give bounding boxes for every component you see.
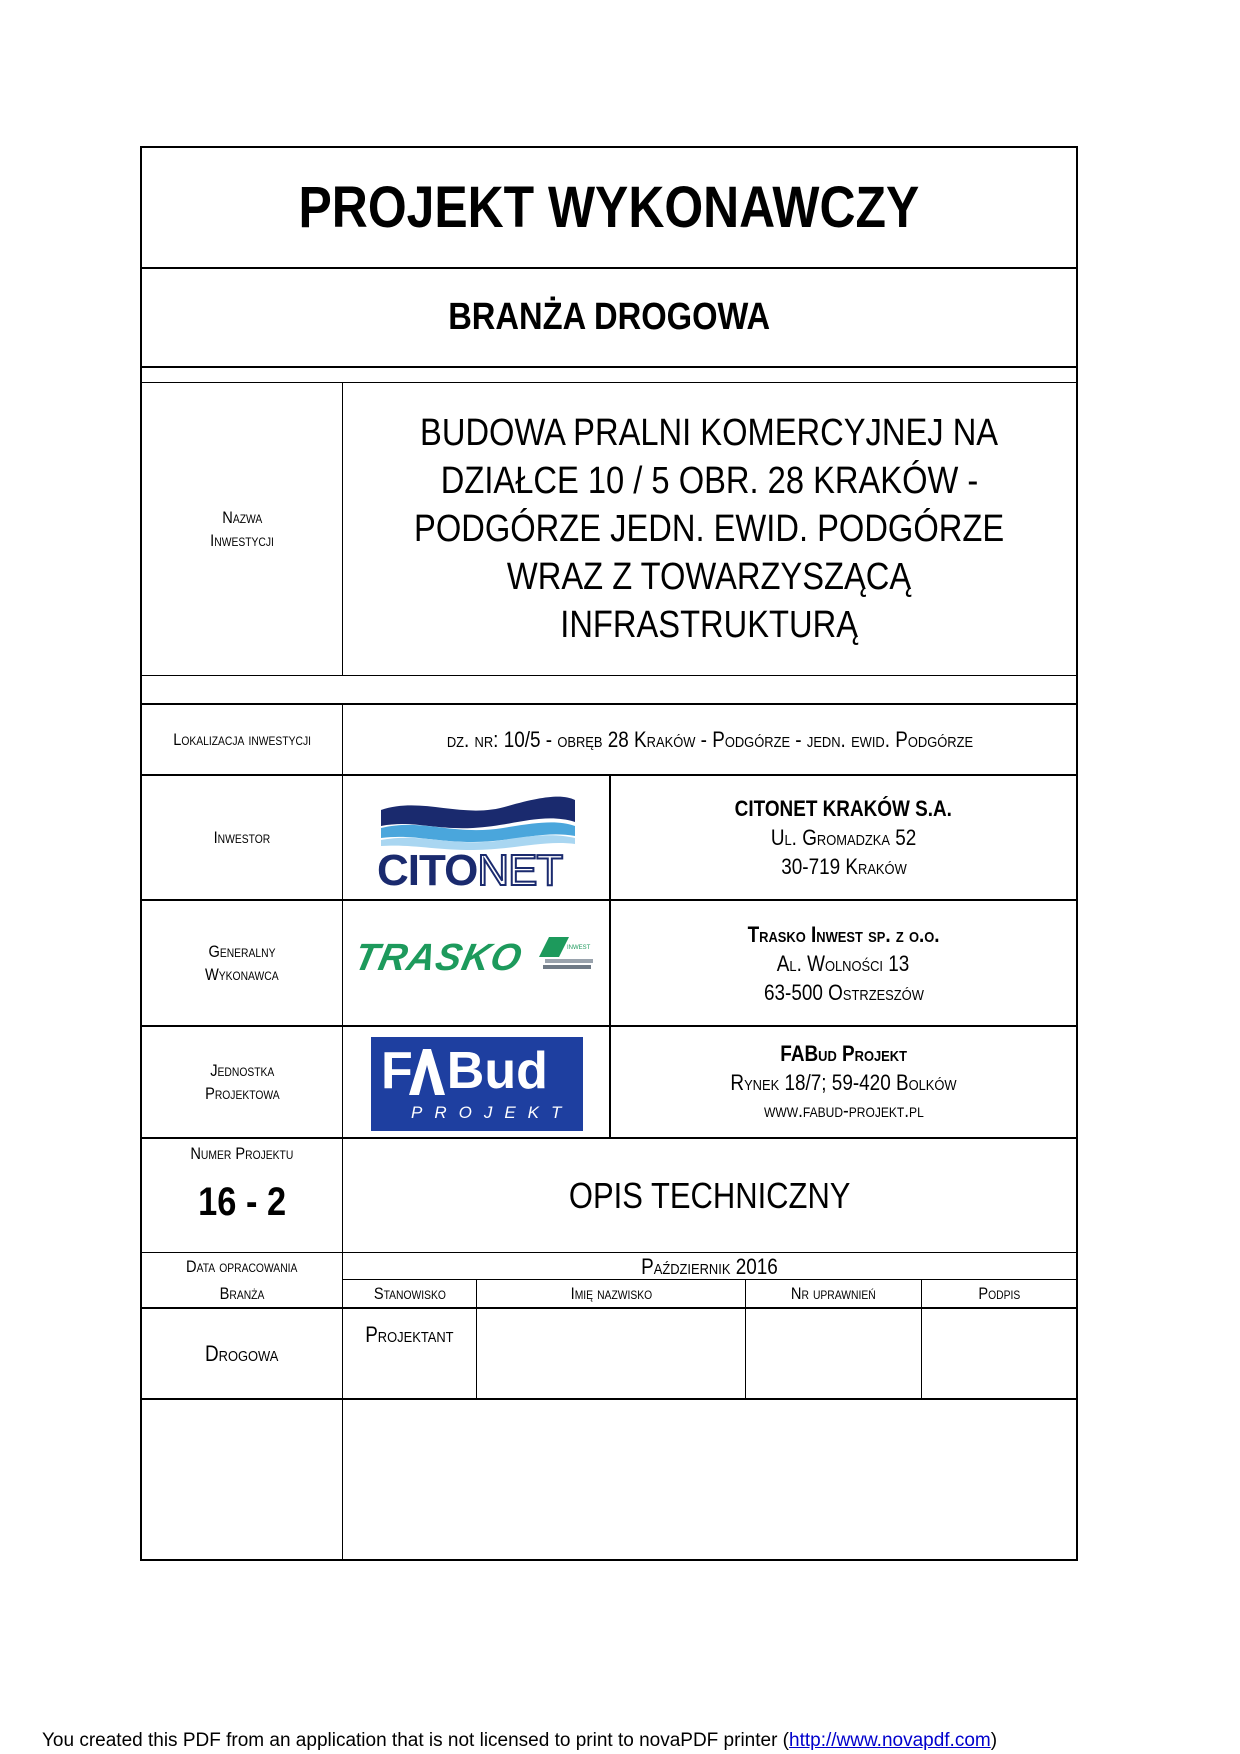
designer-label: Jednostka Projektowa [204, 1061, 280, 1103]
sig-header-branch: Branża [219, 1283, 265, 1303]
sig-branch-value: Drogowa [205, 1340, 279, 1366]
contractor-name: Trasko Inwest sp. z o.o. [747, 921, 940, 947]
sig-header-license: Nr uprawnień [791, 1283, 876, 1303]
fabud-sub: PROJEKT [411, 1103, 574, 1122]
investor-address [611, 776, 1076, 899]
project-type-title: PROJEKT WYKONAWCZY [298, 175, 920, 240]
investor-street: Ul. Gromadzka 52 [770, 825, 917, 850]
date-label: Data opracowania [186, 1257, 298, 1276]
location-value: dz. nr: 10/5 - obręb 28 Kraków - Podgórze - jedn. ewid. Podgórze [446, 726, 973, 752]
novapdf-link[interactable]: http://www.novapdf.com [789, 1730, 991, 1751]
sig-header-name: Imię nazwisko [570, 1283, 652, 1303]
project-number: 16 - 2 [198, 1179, 286, 1224]
trasko-logo [343, 901, 609, 1025]
contractor-address [611, 901, 1076, 1025]
investment-name: BUDOWA PRALNI KOMERCYJNEJ NA DZIAŁCE 10 / 5 OBR. 28 KRAKÓW - PODGÓRZE JEDN. EWID. PODGÓRZE WRAZ Z TOWARZYSZĄCĄ INFRASTRUKTURĄ [414, 412, 1005, 646]
road-a-icon [409, 1049, 445, 1095]
designer-web: www.fabud-projekt.pl [763, 1099, 924, 1122]
branch-header [142, 269, 1076, 366]
citonet-wordmark: CITONET [377, 846, 563, 895]
investor-name: CITONET KRAKÓW S.A. [734, 796, 953, 821]
investor-city: 30-719 Kraków [780, 854, 907, 879]
date-value: Październik 2016 [641, 1253, 778, 1279]
project-number-label: Numer Projektu [190, 1143, 294, 1163]
location-label: Lokalizacja inwestycji [173, 730, 311, 749]
trasko-wordmark: TRASKO [350, 937, 527, 979]
document-title: OPIS TECHNICZNY [568, 1174, 851, 1216]
road-icon [539, 933, 595, 973]
designer-name: FABud Projekt [780, 1040, 907, 1066]
investor-label: Inwestor [213, 828, 271, 847]
sig-header-signature: Podpis [978, 1283, 1020, 1303]
contractor-city: 63-500 Ostrzeszów [763, 979, 924, 1005]
trasko-small-text: INWEST [567, 945, 591, 951]
contractor-label: Generalny Wykonawca [205, 942, 279, 984]
contractor-street: Al. Wolności 13 [777, 950, 910, 976]
designer-street: Rynek 18/7; 59-420 Bolków [730, 1069, 957, 1095]
designer-address [611, 1027, 1076, 1137]
document-header [142, 148, 1076, 267]
novapdf-footer: You created this PDF from an application that is not licensed to print to novaPDF printer (http://www.novapdf.com) [42, 1730, 998, 1751]
investment-label: Nazwa Inwestycji [210, 508, 274, 550]
branch-title: BRANŻA DROGOWA [448, 296, 770, 338]
fabud-wordmark: F Bud [381, 1042, 548, 1100]
sig-role-value: Projektant [365, 1322, 454, 1347]
sig-header-role: Stanowisko [373, 1283, 446, 1303]
citonet-logo [343, 776, 609, 899]
fabud-logo [371, 1037, 583, 1131]
